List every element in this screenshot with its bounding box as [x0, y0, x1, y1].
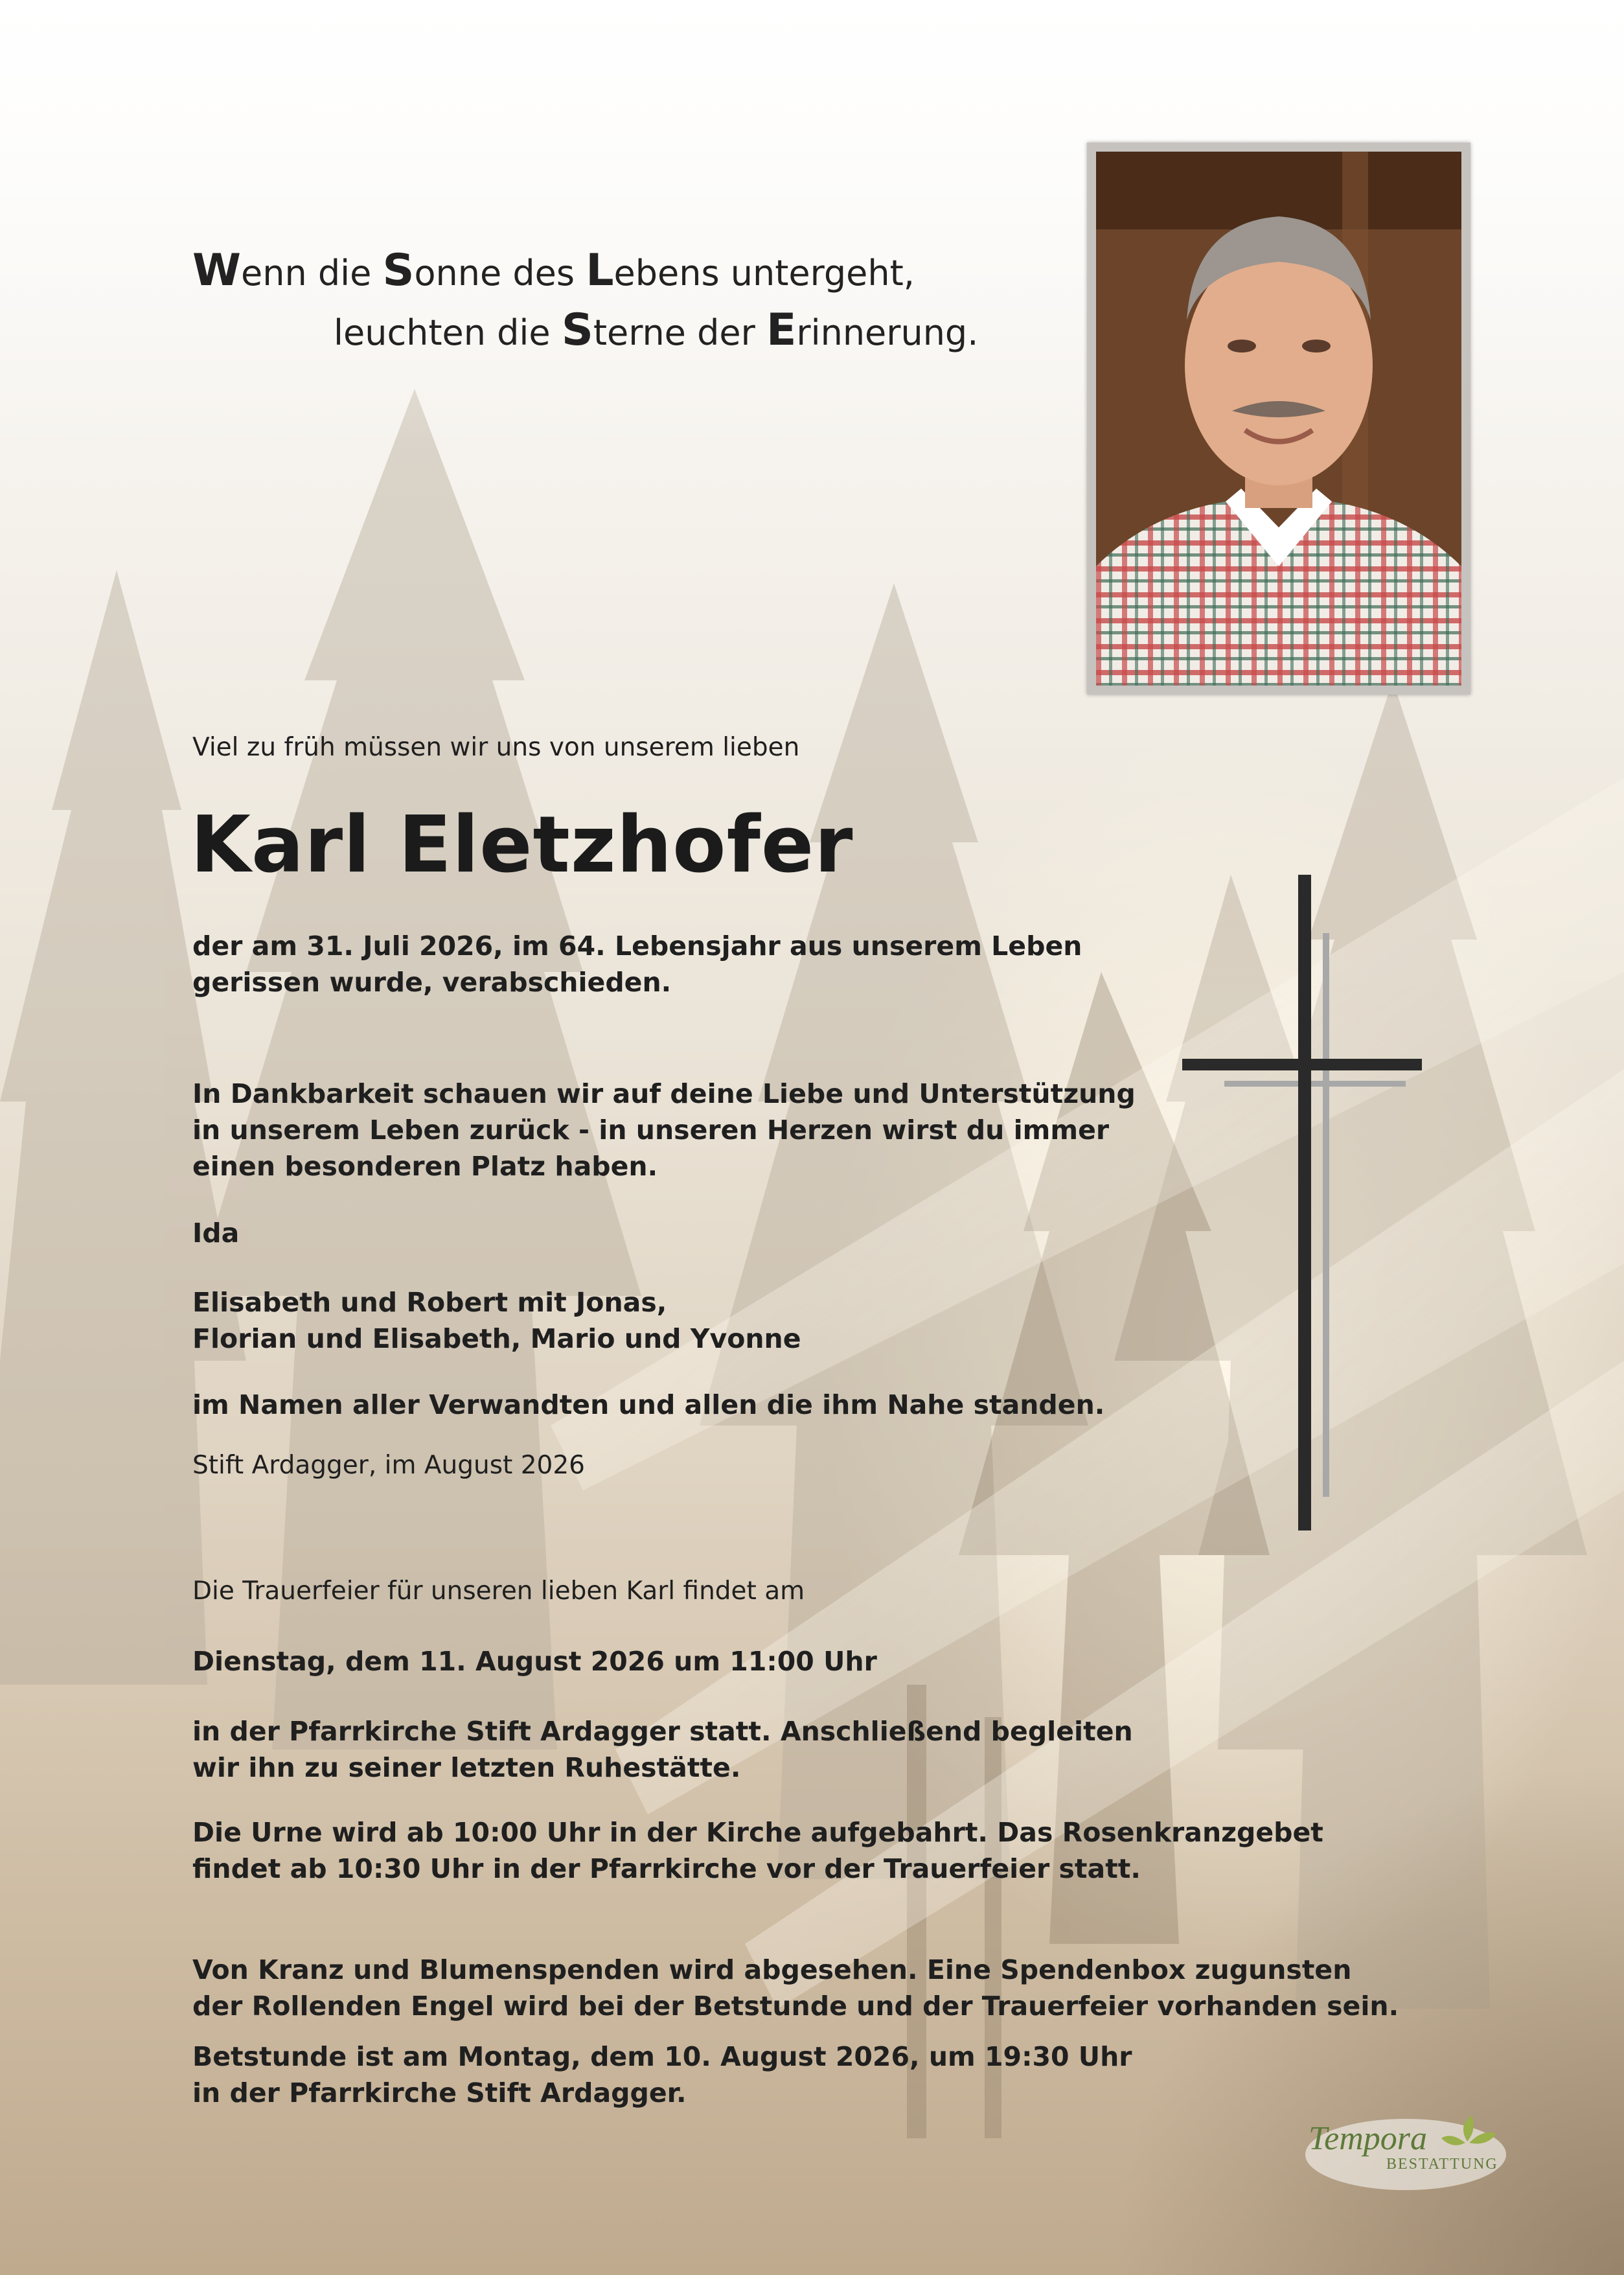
- quote-initial: E: [766, 305, 797, 356]
- quote-text: ebens untergeht,: [613, 253, 915, 294]
- urn-line: findet ab 10:30 Uhr in der Pfarrkirche vor der Trauerfeier statt.: [192, 1853, 1141, 1884]
- donations-line: der Rollenden Engel wird bei der Betstunde und der Trauerfeier vorhanden sein.: [192, 1991, 1399, 2022]
- quote-line-1: [192, 245, 915, 296]
- donations-text: [192, 1952, 1399, 2024]
- service-urn: [192, 1814, 1323, 1887]
- family-line: Florian und Elisabeth, Mario und Yvonne: [192, 1323, 801, 1354]
- quote-text: leuchten die: [334, 312, 562, 353]
- quote-text: terne der: [593, 312, 766, 353]
- death-notice: [192, 928, 1082, 1000]
- deceased-name: Karl Eletzhofer: [190, 800, 854, 890]
- quote-initial: L: [586, 245, 614, 296]
- logo-sub: BESTATTUNG: [1386, 2156, 1498, 2173]
- prayer-text: [192, 2038, 1132, 2111]
- urn-line: Die Urne wird ab 10:00 Uhr in der Kirche aufgebahrt. Das Rosenkranzgebet: [192, 1817, 1323, 1848]
- gratitude-line: in unserem Leben zurück - in unseren Herzen wirst du immer: [192, 1114, 1110, 1146]
- donations-line: Von Kranz und Blumenspenden wird abgesehen. Eine Spendenbox zugunsten: [192, 1954, 1352, 1985]
- portrait-frame: [1087, 143, 1470, 695]
- quote-initial: S: [382, 245, 415, 296]
- quote-text: rinnerung.: [796, 312, 979, 353]
- mourner-family: [192, 1284, 801, 1357]
- gratitude-text: [192, 1076, 1136, 1184]
- gratitude-line: In Dankbarkeit schauen wir auf deine Liebe und Unterstützung: [192, 1078, 1136, 1109]
- family-line: Elisabeth und Robert mit Jonas,: [192, 1287, 667, 1318]
- place-date: Stift Ardagger, im August 2026: [192, 1451, 585, 1480]
- prayer-line: in der Pfarrkirche Stift Ardagger.: [192, 2077, 687, 2108]
- service-location: [192, 1713, 1133, 1786]
- portrait-photo: [1096, 152, 1461, 686]
- quote-initial: W: [192, 245, 242, 296]
- intro-text: Viel zu früh müssen wir uns von unserem lieben: [192, 733, 800, 762]
- death-line: gerissen wurde, verabschieden.: [192, 967, 672, 998]
- mourner-relatives: im Namen aller Verwandten und allen die ihm Nahe standen.: [192, 1389, 1105, 1420]
- quote-line-2: [334, 305, 978, 356]
- location-line: in der Pfarrkirche Stift Ardagger statt. Anschließend begleiten: [192, 1716, 1133, 1747]
- mourner-spouse: Ida: [192, 1218, 240, 1249]
- service-intro: Die Trauerfeier für unseren lieben Karl findet am: [192, 1576, 805, 1606]
- quote-initial: S: [561, 305, 593, 356]
- death-line: der am 31. Juli 2026, im 64. Lebensjahr aus unserem Leben: [192, 930, 1082, 962]
- prayer-line: Betstunde ist am Montag, dem 10. August 2026, um 19:30 Uhr: [192, 2041, 1132, 2072]
- logo-brand: Tempora: [1309, 2120, 1428, 2157]
- service-datetime: Dienstag, dem 11. August 2026 um 11:00 Uhr: [192, 1646, 877, 1677]
- cross-icon: [1179, 875, 1425, 1536]
- quote-text: onne des: [414, 253, 586, 294]
- tempora-logo: [1302, 2109, 1509, 2193]
- quote-text: enn die: [241, 253, 383, 294]
- location-line: wir ihn zu seiner letzten Ruhestätte.: [192, 1752, 741, 1783]
- gratitude-line: einen besonderen Platz haben.: [192, 1151, 658, 1182]
